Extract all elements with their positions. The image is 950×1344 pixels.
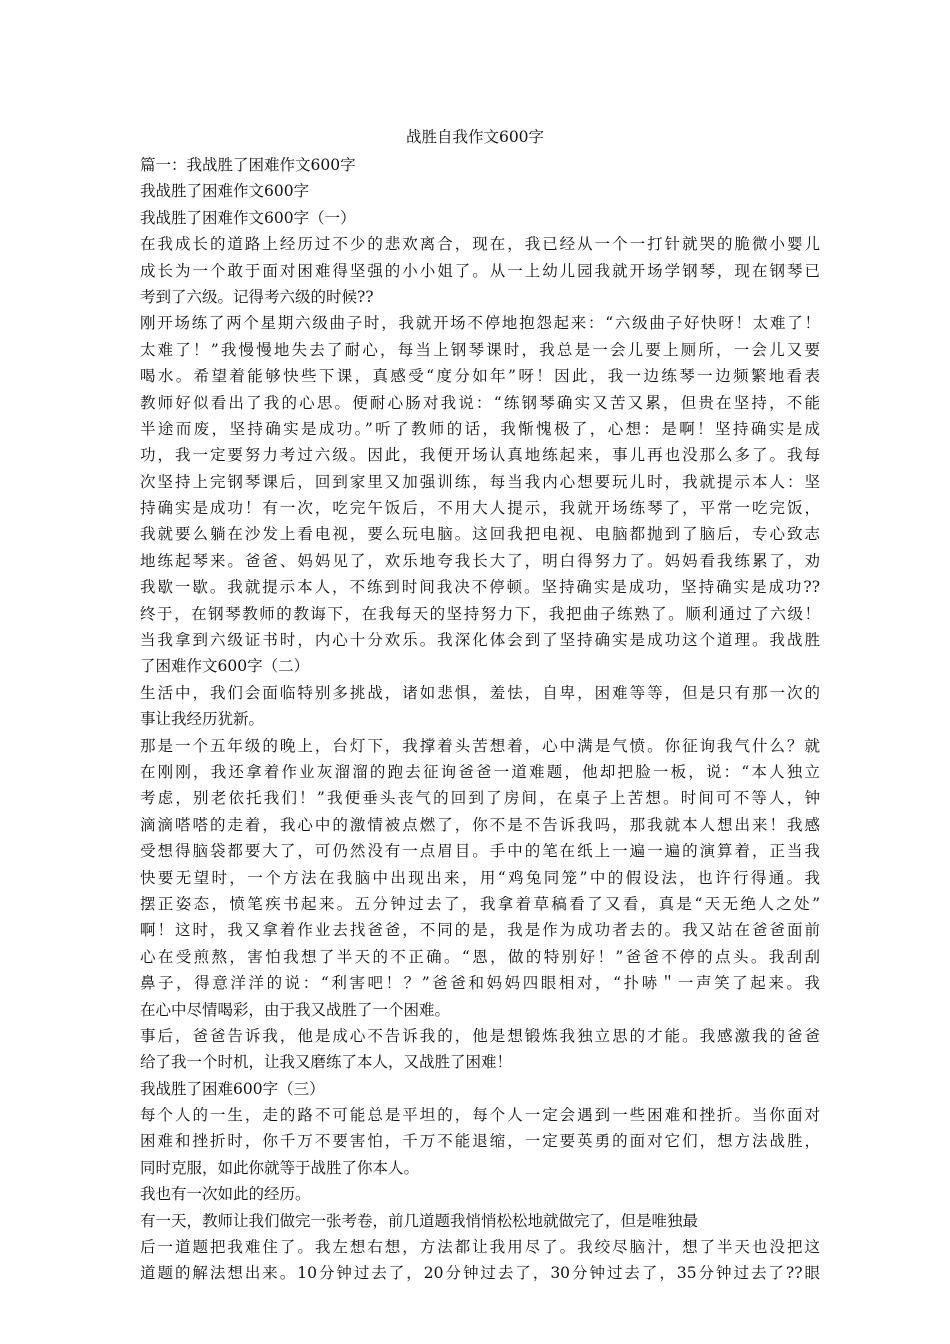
text-line: 地练起琴来。爸爸、妈妈见了，欢乐地夸我长大了，明白得努力了。妈妈看我练累了，劝	[140, 551, 820, 570]
text-line: 太难了！”我慢慢地失去了耐心，每当上钢琴课时，我总是一会儿要上厕所，一会儿又要	[140, 340, 820, 359]
text-line: 篇一：我战胜了困难作文600字	[140, 156, 356, 174]
text-line: 滴滴嗒嗒的走着，我心中的激情被点燃了，你不是不告诉我吗，那我就本人想出来！我感	[140, 815, 820, 834]
text-line: 那是一个五年级的晚上，台灯下，我撑着头苦想着，心中满是气愤。你征询我气什么？就	[140, 736, 820, 755]
text-line: 我就要么躺在沙发上看电视，要么玩电脑。这回我把电视、电脑都抛到了脑后，专心致志	[140, 525, 820, 544]
text-line: 次坚持上完钢琴课后，回到家里又加强训练，每当我内心想要玩儿时，我就提示本人：坚	[140, 472, 820, 491]
text-line: 在心中尽情喝彩，由于我又战胜了一个困难。	[140, 1000, 451, 1019]
text-line: 生活中，我们会面临特别多挑战，诸如悲惧，羞怯，自卑，困难等等，但是只有那一次的	[140, 683, 820, 702]
text-line: 鼻子，得意洋洋的说：“利害吧！？”爸爸和妈妈四眼相对，“扑哧＂一声笑了起来。我	[140, 974, 820, 993]
text-line: 心在受煎熬，害怕我想了半天的不正确。“恩，做的特别好！”爸爸不停的点头。我刮刮	[140, 947, 820, 966]
text-line: 考虑，别老依托我们！”我便垂头丧气的回到了房间，在桌子上苦想。时间可不等人，钟	[140, 789, 820, 808]
text-line: 道题的解法想出来。10分钟过去了，20分钟过去了，30分钟过去了，35分钟过去了??眼	[140, 1264, 820, 1283]
text-line: 受想得脑袋都要大了，可仍然没有一点眉目。手中的笔在纸上一遍一遍的演算着，正当我	[140, 842, 820, 861]
text-line: 我歇一歇。我就提示本人，不练到时间我决不停顿。坚持确实是成功，坚持确实是成功??	[140, 578, 820, 597]
document-body	[140, 152, 820, 1287]
text-line: 成长为一个敢于面对困难得坚强的小小姐了。从一上幼儿园我就开场学钢琴，现在钢琴已	[140, 261, 820, 280]
text-line: 我也有一次如此的经历。	[140, 1185, 311, 1204]
text-line: 终于，在钢琴教师的教诲下，在我每天的坚持努力下，我把曲子练熟了。顺利通过了六级！	[140, 604, 820, 623]
text-line: 困难和挫折时，你千万不要害怕，千万不能退缩，一定要英勇的面对它们，想方法战胜，	[140, 1132, 820, 1151]
text-line: 当我拿到六级证书时，内心十分欢乐。我深化体会到了坚持确实是成功这个道理。我战胜	[140, 631, 820, 650]
text-line: 在刚刚，我还拿着作业灰溜溜的跑去征询爸爸一道难题，他却把脸一板，说：“本人独立	[140, 762, 820, 781]
text-line: 快要无望时，一个方法在我脑中出现出来，用“鸡兔同笼”中的假设法，也许行得通。我	[140, 868, 820, 887]
text-line: 我战胜了困难600字（三）	[140, 1079, 325, 1098]
text-line: 了困难作文600字（二）	[140, 657, 310, 676]
text-line: 事后，爸爸告诉我，他是成心不告诉我的，他是想锻炼我独立思的才能。我感激我的爸爸	[140, 1026, 820, 1045]
text-line: 摆正姿态，愤笔疾书起来。五分钟过去了，我拿着草稿看了又看，真是“天无绝人之处”	[140, 894, 820, 913]
text-line: 啊！这时，我又拿着作业去找爸爸，不同的是，我是作为成功者去的。我又站在爸爸面前	[140, 921, 820, 940]
text-line: 事让我经历犹新。	[140, 710, 265, 729]
text-line: 每个人的一生，走的路不可能总是平坦的，每个人一定会遇到一些困难和挫折。当你面对	[140, 1106, 820, 1125]
text-line: 刚开场练了两个星期六级曲子时，我就开场不停地抱怨起来：“六级曲子好快呀！太难了！	[140, 314, 820, 333]
text-line: 给了我一个时机，让我又磨练了本人，又战胜了困难！	[140, 1053, 513, 1072]
text-line: 有一天，教师让我们做完一张考卷，前几道题我悄悄松松地就做完了，但是唯独最	[140, 1211, 699, 1230]
text-line: 同时克服，如此你就等于战胜了你本人。	[140, 1158, 420, 1177]
document-title: 战胜自我作文600字	[405, 128, 545, 146]
text-line: 持确实是成功！有一次，吃完午饭后，不用大人提示，我就开场练琴了，平常一吃完饭，	[140, 499, 820, 518]
text-line: 考到了六级。记得考六级的时候??	[140, 287, 374, 306]
text-line: 喝水。希望着能够快些下课，真感受“度分如年”呀！因此，我一边练琴一边频繁地看表	[140, 367, 820, 386]
text-line: 我战胜了困难作文600字（一）	[140, 208, 356, 227]
text-line: 后一道题把我难住了。我左想右想，方法都让我用尽了。我绞尽脑汁，想了半天也没把这	[140, 1238, 820, 1257]
text-line: 半途而废，坚持确实是成功。”听了教师的话，我惭愧极了，心想：是啊！坚持确实是成	[140, 419, 820, 438]
text-line: 在我成长的道路上经历过不少的悲欢离合，现在，我已经从一个一打针就哭的脆微小婴儿	[140, 235, 820, 254]
text-line: 功，我一定要努力考过六级。因此，我便开场认真地练起来，事儿再也没那么多了。我每	[140, 446, 820, 465]
text-line: 我战胜了困难作文600字	[140, 182, 310, 201]
text-line: 教师好似看出了我的心思。便耐心肠对我说：“练钢琴确实又苦又累，但贵在坚持，不能	[140, 393, 820, 412]
